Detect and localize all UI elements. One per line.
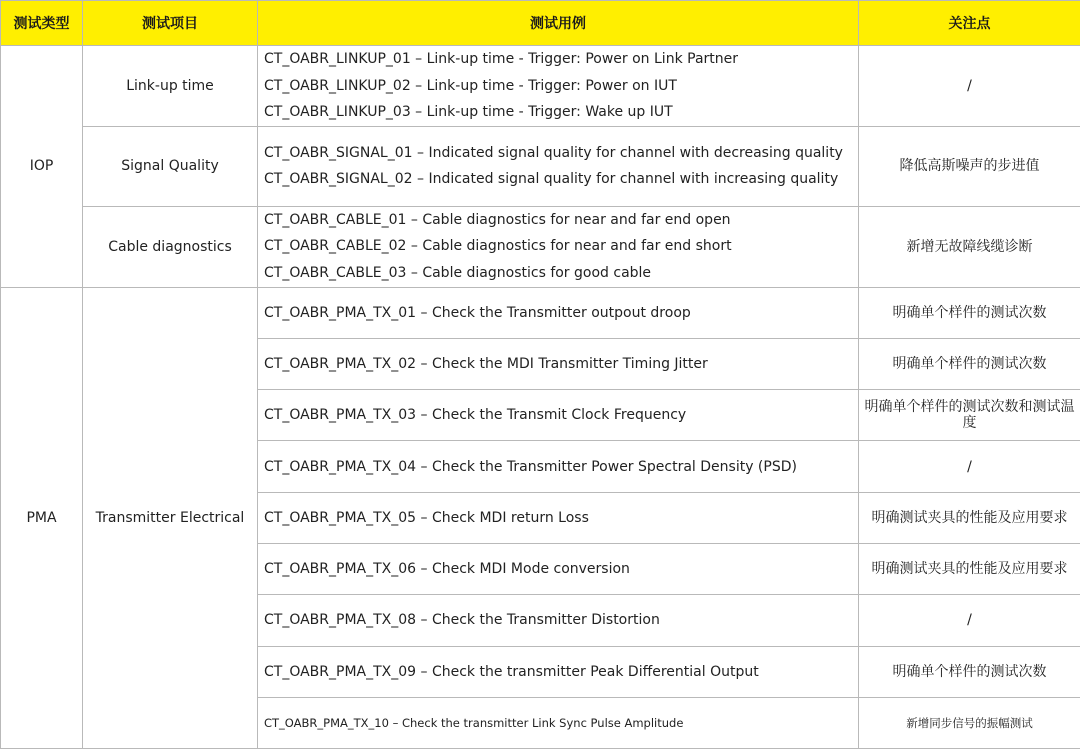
case-cell: CT_OABR_PMA_TX_04 – Check the Transmitter Power Spectral Density (PSD) [258,441,859,492]
case-cell: CT_OABR_PMA_TX_09 – Check the transmitter Peak Differential Output [258,646,859,697]
case-cell [258,206,859,287]
item-cell-link-up-time: Link-up time [83,46,258,127]
case-cell: CT_OABR_PMA_TX_01 – Check the Transmitter outpout droop [258,287,859,338]
case-cell: CT_OABR_PMA_TX_05 – Check MDI return Loss [258,492,859,543]
focus-cell: / [859,46,1080,127]
focus-cell: 新增同步信号的振幅测试 [859,697,1080,748]
item-cell-cable-diagnostics: Cable diagnostics [83,206,258,287]
header-test-type: 测试类型 [1,1,83,46]
focus-cell: 明确测试夹具的性能及应用要求 [859,492,1080,543]
type-cell-pma: PMA [1,287,83,749]
focus-cell: / [859,441,1080,492]
focus-cell: / [859,595,1080,646]
header-test-case: 测试用例 [258,1,859,46]
header-row [1,1,1080,46]
case-text: CT_OABR_SIGNAL_02 – Indicated signal quality for channel with increasing quality [264,171,839,188]
case-cell: CT_OABR_PMA_TX_06 – Check MDI Mode conversion [258,544,859,595]
case-text: CT_OABR_SIGNAL_01 – Indicated signal quality for channel with decreasing quality [264,144,843,161]
case-text: CT_OABR_CABLE_01 – Cable diagnostics for near and far end open [264,211,731,228]
type-cell-iop: IOP [1,46,83,288]
focus-cell: 明确单个样件的测试次数 [859,287,1080,338]
case-text: CT_OABR_LINKUP_03 – Link-up time - Trigger: Wake up IUT [264,104,673,121]
case-cell [258,46,859,127]
focus-cell: 明确测试夹具的性能及应用要求 [859,544,1080,595]
focus-cell: 新增无故障线缆诊断 [859,206,1080,287]
item-cell-signal-quality: Signal Quality [83,126,258,206]
header-test-item: 测试项目 [83,1,258,46]
table-row [1,126,1080,206]
case-cell: CT_OABR_PMA_TX_02 – Check the MDI Transmitter Timing Jitter [258,338,859,389]
case-text: CT_OABR_LINKUP_01 – Link-up time - Trigger: Power on Link Partner [264,51,739,67]
table-row [1,287,1080,338]
case-text: CT_OABR_CABLE_03 – Cable diagnostics for good cable [264,264,652,281]
case-text: CT_OABR_CABLE_02 – Cable diagnostics for near and far end short [264,238,732,255]
focus-cell: 明确单个样件的测试次数 [859,646,1080,697]
table-row [1,46,1080,127]
item-cell-transmitter-electrical: Transmitter Electrical [83,287,258,749]
case-cell: CT_OABR_PMA_TX_08 – Check the Transmitter Distortion [258,595,859,646]
focus-cell: 明确单个样件的测试次数和测试温度 [859,390,1080,441]
focus-cell: 明确单个样件的测试次数 [859,338,1080,389]
case-cell: CT_OABR_PMA_TX_10 – Check the transmitter Link Sync Pulse Amplitude [258,697,859,748]
case-cell [258,126,859,206]
case-text: CT_OABR_LINKUP_02 – Link-up time - Trigger: Power on IUT [264,77,677,94]
case-cell: CT_OABR_PMA_TX_03 – Check the Transmit Clock Frequency [258,390,859,441]
header-focus-point: 关注点 [859,1,1080,46]
focus-cell: 降低高斯噪声的步进值 [859,126,1080,206]
table-row [1,206,1080,287]
